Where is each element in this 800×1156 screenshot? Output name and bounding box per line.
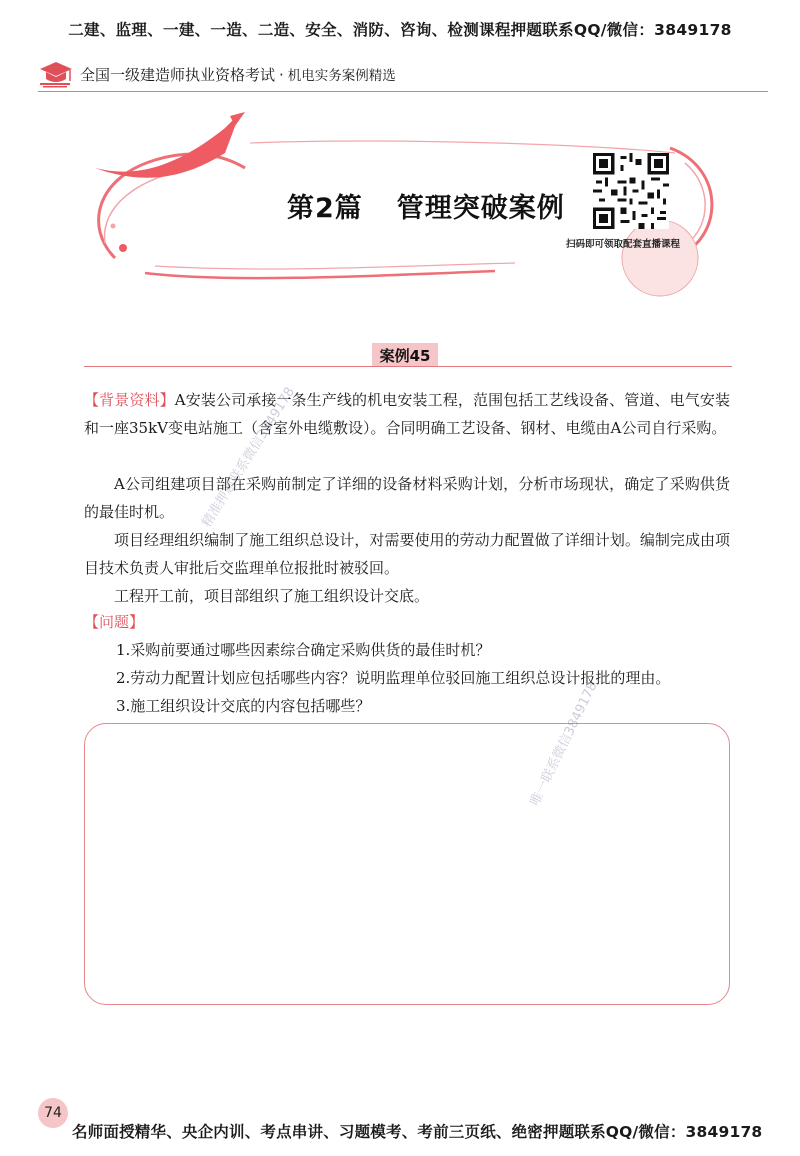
top-promo-banner: 二建、监理、一建、一造、二造、安全、消防、咨询、检测课程押题联系QQ/微信：3849178	[68, 21, 732, 39]
part-title-text: 管理突破案例	[396, 193, 565, 224]
background-tag: 【背景资料】	[84, 391, 175, 409]
book-title	[80, 64, 396, 85]
background-paragraph-3: 项目经理组织编制了施工组织总设计，对需要使用的劳动力配置做了详细计划。编制完成由项目技术负责人审批后交监理单位报批时被驳回。	[84, 531, 730, 577]
watermark-1: 精准押题联系微信3849178	[199, 384, 298, 531]
qr-code-icon[interactable]	[593, 153, 669, 229]
watermark-2: 唯一联系微信3849178	[527, 679, 601, 809]
book-header	[38, 58, 396, 90]
case-label: 案例45	[372, 343, 438, 367]
answer-box[interactable]	[84, 723, 730, 1005]
case-divider	[84, 366, 732, 367]
question-2: 2.劳动力配置计划应包括哪些内容？说明监理单位驳回施工组织总设计报批的理由。	[116, 669, 671, 687]
graduation-cap-icon	[38, 59, 74, 89]
paragraph-text: A安装公司承接一条生产线的机电安装工程，范围包括工艺线设备、管道、电气安装和一座35kV变电站施工（含室外电缆敷设）。合同明确工艺设备、钢材、电缆由A公司自行采购。	[84, 391, 730, 437]
background-paragraph-4: 工程开工前，项目部组织了施工组织设计交底。	[114, 587, 430, 605]
background-paragraph-2: A公司组建项目部在采购前制定了详细的设备材料采购计划，分析市场现状，确定了采购供货的最佳时机。	[84, 475, 730, 521]
bottom-promo-banner: 名师面授精华、央企内训、考点串讲、习题模考、考前三页纸、绝密押题联系QQ/微信：3849178	[72, 1123, 763, 1141]
question-1: 1.采购前要通过哪些因素综合确定采购供货的最佳时机？	[116, 641, 491, 659]
book-title-text: 全国一级建造师执业资格考试	[80, 65, 276, 84]
header-divider	[38, 91, 768, 92]
question-tag: 【问题】	[84, 613, 145, 631]
title-separator: ·	[279, 65, 284, 84]
question-3: 3.施工组织设计交底的内容包括哪些？	[116, 697, 371, 715]
part-number: 第2篇	[287, 193, 363, 224]
page-number: 74	[38, 1098, 68, 1128]
part-title	[287, 186, 565, 225]
background-paragraph-1	[84, 386, 730, 442]
qr-caption: 扫码即可领取配套直播课程	[566, 239, 681, 250]
book-subtitle: 机电实务案例精选	[287, 67, 396, 84]
question-tag-line	[84, 608, 730, 636]
